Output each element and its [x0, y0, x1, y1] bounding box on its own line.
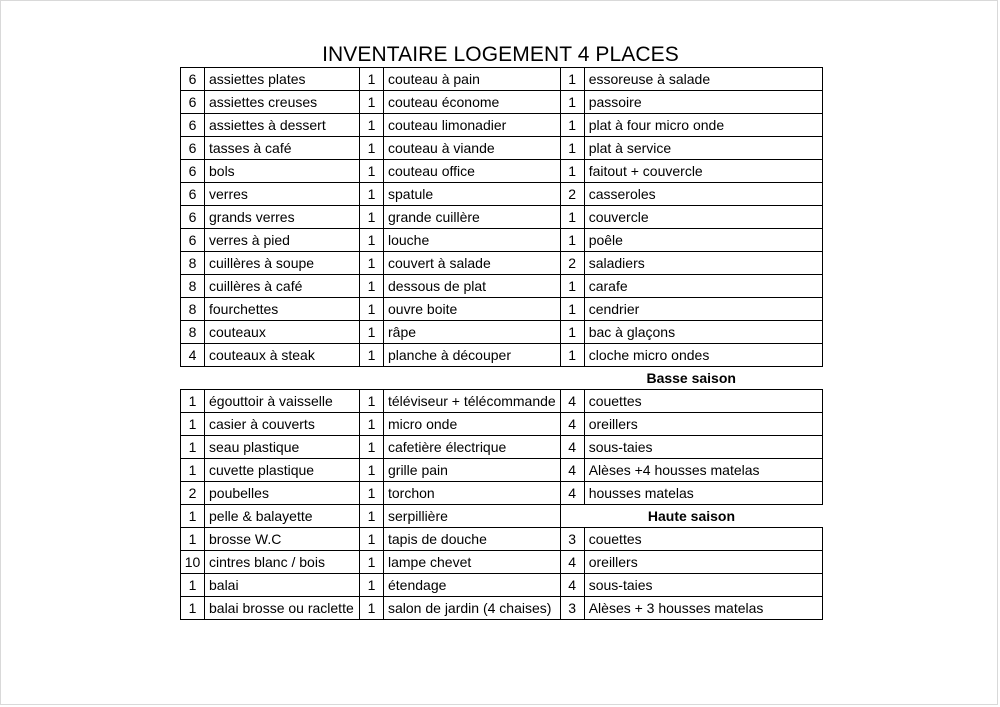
- item-cell: verres à pied: [205, 229, 360, 252]
- item-cell: cuillères à soupe: [205, 252, 360, 275]
- table-row: [181, 68, 823, 91]
- item-cell: cuillères à café: [205, 275, 360, 298]
- item-cell: plat à service: [584, 137, 822, 160]
- quantity-cell: 3: [560, 528, 584, 551]
- item-cell: planche à découper: [384, 344, 561, 367]
- quantity-cell: 2: [181, 482, 205, 505]
- quantity-cell: 4: [560, 574, 584, 597]
- item-cell: étendage: [384, 574, 561, 597]
- item-cell: essoreuse à salade: [584, 68, 822, 91]
- item-cell: grille pain: [384, 459, 561, 482]
- item-cell: cafetière électrique: [384, 436, 561, 459]
- item-cell: bac à glaçons: [584, 321, 822, 344]
- item-cell: cuvette plastique: [205, 459, 360, 482]
- quantity-cell: 1: [360, 390, 384, 413]
- quantity-cell: 6: [181, 183, 205, 206]
- quantity-cell: 8: [181, 252, 205, 275]
- quantity-cell: 1: [360, 505, 384, 528]
- quantity-cell: 1: [360, 137, 384, 160]
- item-cell: couteaux à steak: [205, 344, 360, 367]
- quantity-cell: 1: [181, 528, 205, 551]
- item-cell: poubelles: [205, 482, 360, 505]
- page-title: INVENTAIRE LOGEMENT 4 PLACES: [322, 43, 679, 66]
- quantity-cell: 4: [560, 413, 584, 436]
- quantity-cell: 4: [560, 551, 584, 574]
- quantity-cell: 1: [360, 91, 384, 114]
- item-cell: brosse W.C: [205, 528, 360, 551]
- item-cell: carafe: [584, 275, 822, 298]
- separator-spacer: [181, 367, 561, 390]
- quantity-cell: 1: [560, 114, 584, 137]
- table-row: [181, 482, 823, 505]
- quantity-cell: 1: [360, 160, 384, 183]
- quantity-cell: 6: [181, 160, 205, 183]
- quantity-cell: 1: [560, 229, 584, 252]
- table-row: [181, 459, 823, 482]
- quantity-cell: 1: [181, 597, 205, 620]
- item-cell: tapis de douche: [384, 528, 561, 551]
- item-cell: égouttoir à vaisselle: [205, 390, 360, 413]
- haute-saison-label: Haute saison: [560, 505, 822, 528]
- item-cell: Alèses +4 housses matelas: [584, 459, 822, 482]
- quantity-cell: 1: [560, 137, 584, 160]
- quantity-cell: 1: [181, 413, 205, 436]
- table-row: [181, 114, 823, 137]
- table-row: [181, 574, 823, 597]
- quantity-cell: 1: [181, 574, 205, 597]
- quantity-cell: 1: [360, 229, 384, 252]
- table-row: [181, 298, 823, 321]
- quantity-cell: 1: [360, 597, 384, 620]
- quantity-cell: 1: [560, 344, 584, 367]
- quantity-cell: 8: [181, 275, 205, 298]
- table-row: [181, 252, 823, 275]
- item-cell: verres: [205, 183, 360, 206]
- item-cell: micro onde: [384, 413, 561, 436]
- table-row: [181, 597, 823, 620]
- quantity-cell: 6: [181, 114, 205, 137]
- item-cell: oreillers: [584, 551, 822, 574]
- quantity-cell: 6: [181, 91, 205, 114]
- quantity-cell: 3: [560, 597, 584, 620]
- item-cell: couteau à pain: [384, 68, 561, 91]
- item-cell: couteau office: [384, 160, 561, 183]
- item-cell: poêle: [584, 229, 822, 252]
- item-cell: assiettes creuses: [205, 91, 360, 114]
- table-row: [181, 137, 823, 160]
- table-row: [181, 413, 823, 436]
- item-cell: saladiers: [584, 252, 822, 275]
- quantity-cell: 1: [560, 275, 584, 298]
- item-cell: couvert à salade: [384, 252, 561, 275]
- item-cell: assiettes plates: [205, 68, 360, 91]
- table-row: [181, 91, 823, 114]
- quantity-cell: 1: [360, 206, 384, 229]
- item-cell: louche: [384, 229, 561, 252]
- quantity-cell: 4: [560, 459, 584, 482]
- quantity-cell: 1: [560, 321, 584, 344]
- quantity-cell: 1: [560, 160, 584, 183]
- item-cell: balai: [205, 574, 360, 597]
- table-row: [181, 436, 823, 459]
- item-cell: couteau économe: [384, 91, 561, 114]
- item-cell: serpillière: [384, 505, 561, 528]
- quantity-cell: 1: [360, 528, 384, 551]
- item-cell: couteaux: [205, 321, 360, 344]
- item-cell: grands verres: [205, 206, 360, 229]
- item-cell: cintres blanc / bois: [205, 551, 360, 574]
- item-cell: cendrier: [584, 298, 822, 321]
- item-cell: seau plastique: [205, 436, 360, 459]
- item-cell: sous-taies: [584, 436, 822, 459]
- item-cell: couettes: [584, 528, 822, 551]
- item-cell: dessous de plat: [384, 275, 561, 298]
- quantity-cell: 1: [360, 413, 384, 436]
- table-row: [181, 206, 823, 229]
- quantity-cell: 8: [181, 321, 205, 344]
- table-row: [181, 505, 823, 528]
- item-cell: couettes: [584, 390, 822, 413]
- quantity-cell: 1: [360, 574, 384, 597]
- quantity-cell: 1: [560, 298, 584, 321]
- table-row: [181, 390, 823, 413]
- item-cell: salon de jardin (4 chaises): [384, 597, 561, 620]
- table-row: [181, 344, 823, 367]
- item-cell: ouvre boite: [384, 298, 561, 321]
- item-cell: couvercle: [584, 206, 822, 229]
- item-cell: balai brosse ou raclette: [205, 597, 360, 620]
- quantity-cell: 1: [360, 275, 384, 298]
- quantity-cell: 1: [560, 91, 584, 114]
- quantity-cell: 4: [181, 344, 205, 367]
- table-row: [181, 229, 823, 252]
- table-row: [181, 528, 823, 551]
- quantity-cell: 6: [181, 206, 205, 229]
- quantity-cell: 1: [360, 68, 384, 91]
- basse-saison-row: [181, 367, 823, 390]
- quantity-cell: 1: [360, 459, 384, 482]
- item-cell: téléviseur + télécommande: [384, 390, 561, 413]
- quantity-cell: 1: [560, 68, 584, 91]
- item-cell: plat à four micro onde: [584, 114, 822, 137]
- item-cell: passoire: [584, 91, 822, 114]
- table-row: [181, 275, 823, 298]
- item-cell: casier à couverts: [205, 413, 360, 436]
- quantity-cell: 1: [181, 459, 205, 482]
- item-cell: râpe: [384, 321, 561, 344]
- item-cell: Alèses + 3 housses matelas: [584, 597, 822, 620]
- quantity-cell: 4: [560, 390, 584, 413]
- quantity-cell: 1: [360, 344, 384, 367]
- basse-saison-label: Basse saison: [560, 367, 822, 390]
- table-row: [181, 321, 823, 344]
- quantity-cell: 1: [360, 482, 384, 505]
- item-cell: sous-taies: [584, 574, 822, 597]
- item-cell: assiettes à dessert: [205, 114, 360, 137]
- quantity-cell: 4: [560, 436, 584, 459]
- quantity-cell: 2: [560, 183, 584, 206]
- quantity-cell: 1: [360, 252, 384, 275]
- item-cell: fourchettes: [205, 298, 360, 321]
- quantity-cell: 1: [360, 298, 384, 321]
- quantity-cell: 1: [360, 551, 384, 574]
- quantity-cell: 6: [181, 68, 205, 91]
- item-cell: bols: [205, 160, 360, 183]
- quantity-cell: 10: [181, 551, 205, 574]
- item-cell: housses matelas: [584, 482, 822, 505]
- quantity-cell: 2: [560, 252, 584, 275]
- item-cell: couteau limonadier: [384, 114, 561, 137]
- item-cell: couteau à viande: [384, 137, 561, 160]
- item-cell: pelle & balayette: [205, 505, 360, 528]
- item-cell: casseroles: [584, 183, 822, 206]
- item-cell: faitout + couvercle: [584, 160, 822, 183]
- quantity-cell: 1: [181, 390, 205, 413]
- quantity-cell: 6: [181, 229, 205, 252]
- quantity-cell: 4: [560, 482, 584, 505]
- table-row: [181, 551, 823, 574]
- quantity-cell: 1: [360, 183, 384, 206]
- quantity-cell: 1: [360, 436, 384, 459]
- quantity-cell: 1: [360, 321, 384, 344]
- item-cell: grande cuillère: [384, 206, 561, 229]
- item-cell: lampe chevet: [384, 551, 561, 574]
- table-row: [181, 160, 823, 183]
- quantity-cell: 1: [560, 206, 584, 229]
- quantity-cell: 8: [181, 298, 205, 321]
- item-cell: tasses à café: [205, 137, 360, 160]
- inventory-table: [180, 67, 823, 620]
- quantity-cell: 1: [181, 505, 205, 528]
- item-cell: cloche micro ondes: [584, 344, 822, 367]
- quantity-cell: 1: [181, 436, 205, 459]
- quantity-cell: 6: [181, 137, 205, 160]
- item-cell: torchon: [384, 482, 561, 505]
- quantity-cell: 1: [360, 114, 384, 137]
- table-row: [181, 183, 823, 206]
- item-cell: oreillers: [584, 413, 822, 436]
- item-cell: spatule: [384, 183, 561, 206]
